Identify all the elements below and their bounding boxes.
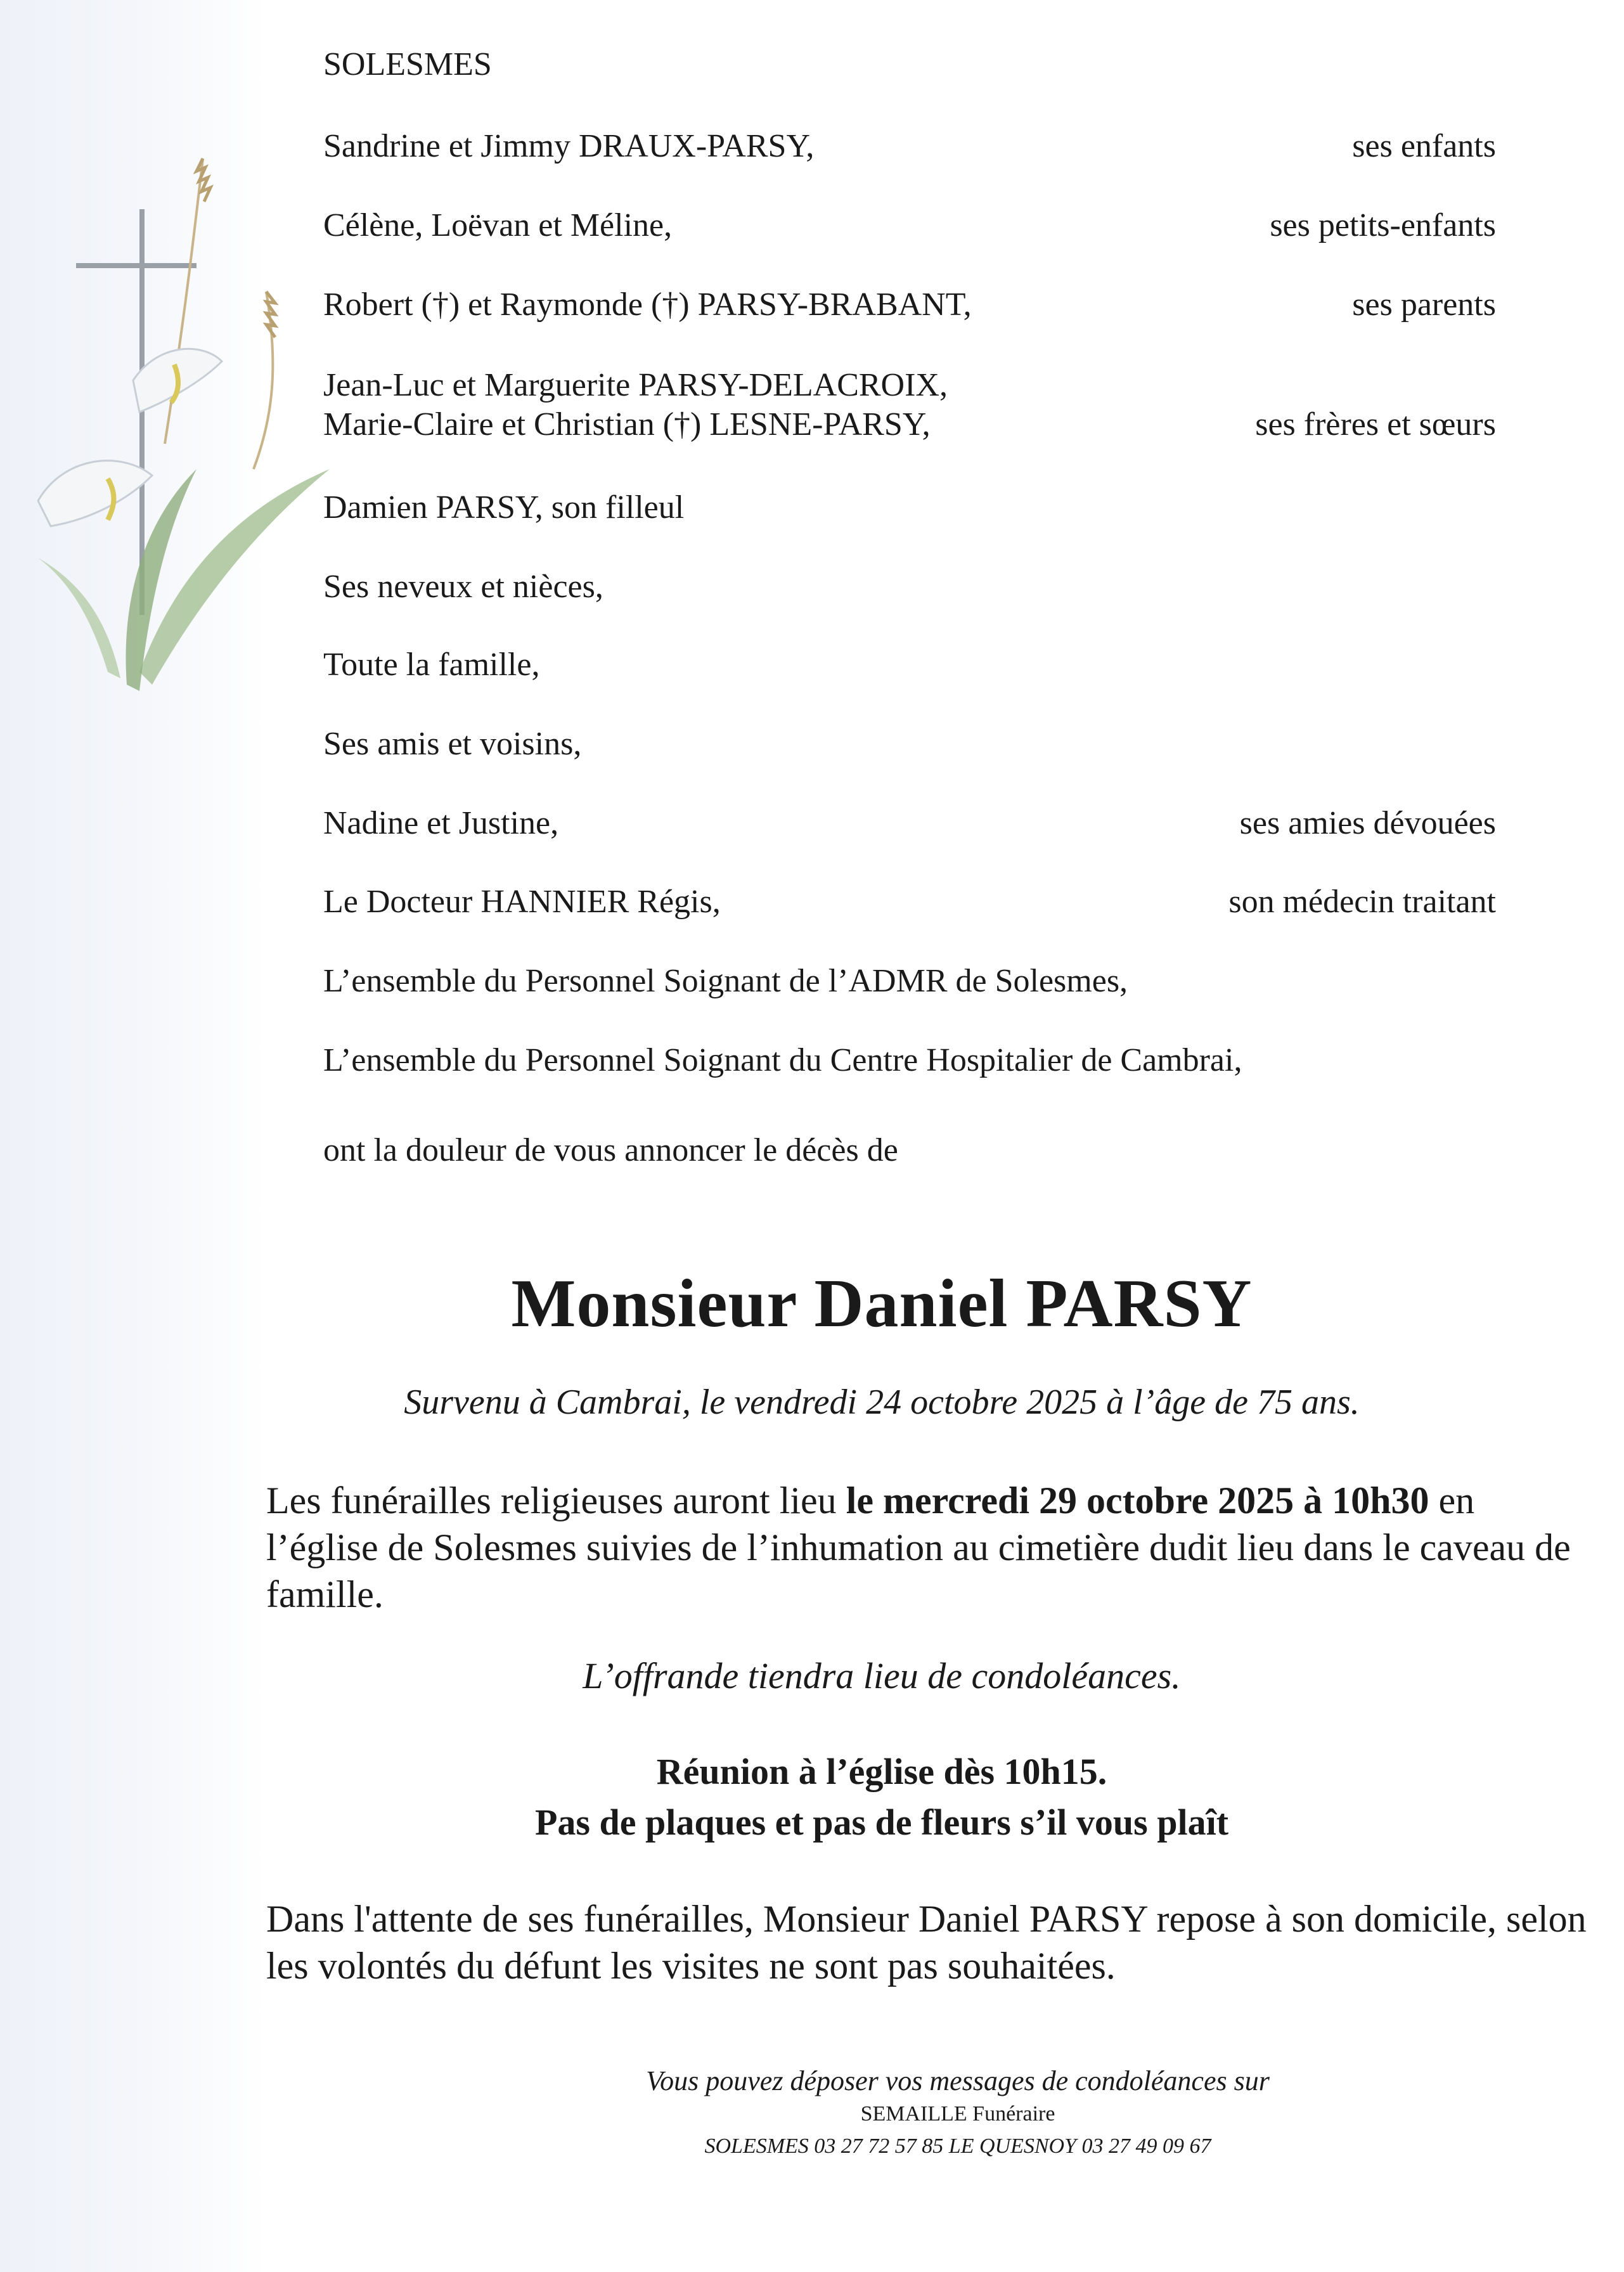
town-heading: SOLESMES (323, 46, 492, 82)
offering-note: L’offrande tiendra lieu de condoléances. (583, 1655, 1181, 1696)
cross-lily-decoration (13, 114, 342, 735)
leaf-icon (139, 469, 330, 685)
announcement-text: ont la douleur de vous annoncer le décès de (323, 1132, 898, 1168)
family-name: Ses neveux et nièces, (323, 569, 603, 605)
family-name: Sandrine et Jimmy DRAUX-PARSY, (323, 128, 815, 164)
family-name: L’ensemble du Personnel Soignant du Centre Hospitalier de Cambrai, (323, 1042, 1242, 1078)
family-name: Ses amis et voisins, (323, 726, 582, 762)
family-name: L’ensemble du Personnel Soignant de l’ADMR de Solesmes, (323, 963, 1128, 999)
deceased-name: Monsieur Daniel PARSY (511, 1266, 1253, 1341)
no-flowers-note: Pas de plaques et pas de fleurs s’il vous plaît (534, 1802, 1229, 1843)
family-relation: son médecin traitant (1228, 884, 1496, 920)
funeral-details (266, 1477, 1585, 1618)
family-relation: ses frères et sœurs (1255, 406, 1496, 442)
family-relation: ses parents (1352, 287, 1496, 323)
meeting-notice (0, 1746, 1624, 1848)
meeting-time: Réunion à l’église dès 10h15. (656, 1751, 1107, 1792)
funeral-date: le mercredi 29 octobre 2025 à 10h30 (846, 1480, 1429, 1521)
family-relation: ses amies dévouées (1239, 805, 1496, 841)
family-name-stack (323, 366, 948, 444)
funeral-home-name: SEMAILLE Funéraire (860, 2102, 1055, 2126)
funeral-text-part2: en l’église de Solesmes suivies de l’inhumation au cimetière dudit lieu dans le caveau de famille. (266, 1480, 1571, 1615)
condolences-note: Vous pouvez déposer vos messages de condoléances sur (646, 2065, 1270, 2096)
funeral-home-phones: SOLESMES 03 27 72 57 85 LE QUESNOY 03 27 49 09 67 (704, 2134, 1211, 2158)
family-name: Damien PARSY, son filleul (323, 489, 685, 526)
funeral-home-footer (0, 2063, 1624, 2164)
family-name: Nadine et Justine, (323, 805, 559, 841)
family-name: Le Docteur HANNIER Régis, (323, 884, 721, 920)
rest-place-note: Dans l'attente de ses funérailles, Monsieur Daniel PARSY repose à son domicile, selon les volontés du défunt les visites ne sont pas souhaitées. (266, 1898, 1587, 1987)
family-name: Marie-Claire et Christian (†) LESNE-PARSY, (323, 406, 931, 442)
funeral-text-part1: Les funérailles religieuses auront lieu (266, 1480, 846, 1521)
family-name: Robert (†) et Raymonde (†) PARSY-BRABANT, (323, 287, 972, 323)
family-name: Toute la famille, (323, 647, 540, 683)
family-name: Jean-Luc et Marguerite PARSY-DELACROIX, (323, 367, 948, 403)
family-name: Célène, Loëvan et Méline, (323, 207, 673, 243)
family-relation: ses petits-enfants (1270, 207, 1496, 243)
family-relation: ses enfants (1352, 128, 1496, 164)
death-details: Survenu à Cambrai, le vendredi 24 octobre 2025 à l’âge de 75 ans. (404, 1383, 1360, 1422)
